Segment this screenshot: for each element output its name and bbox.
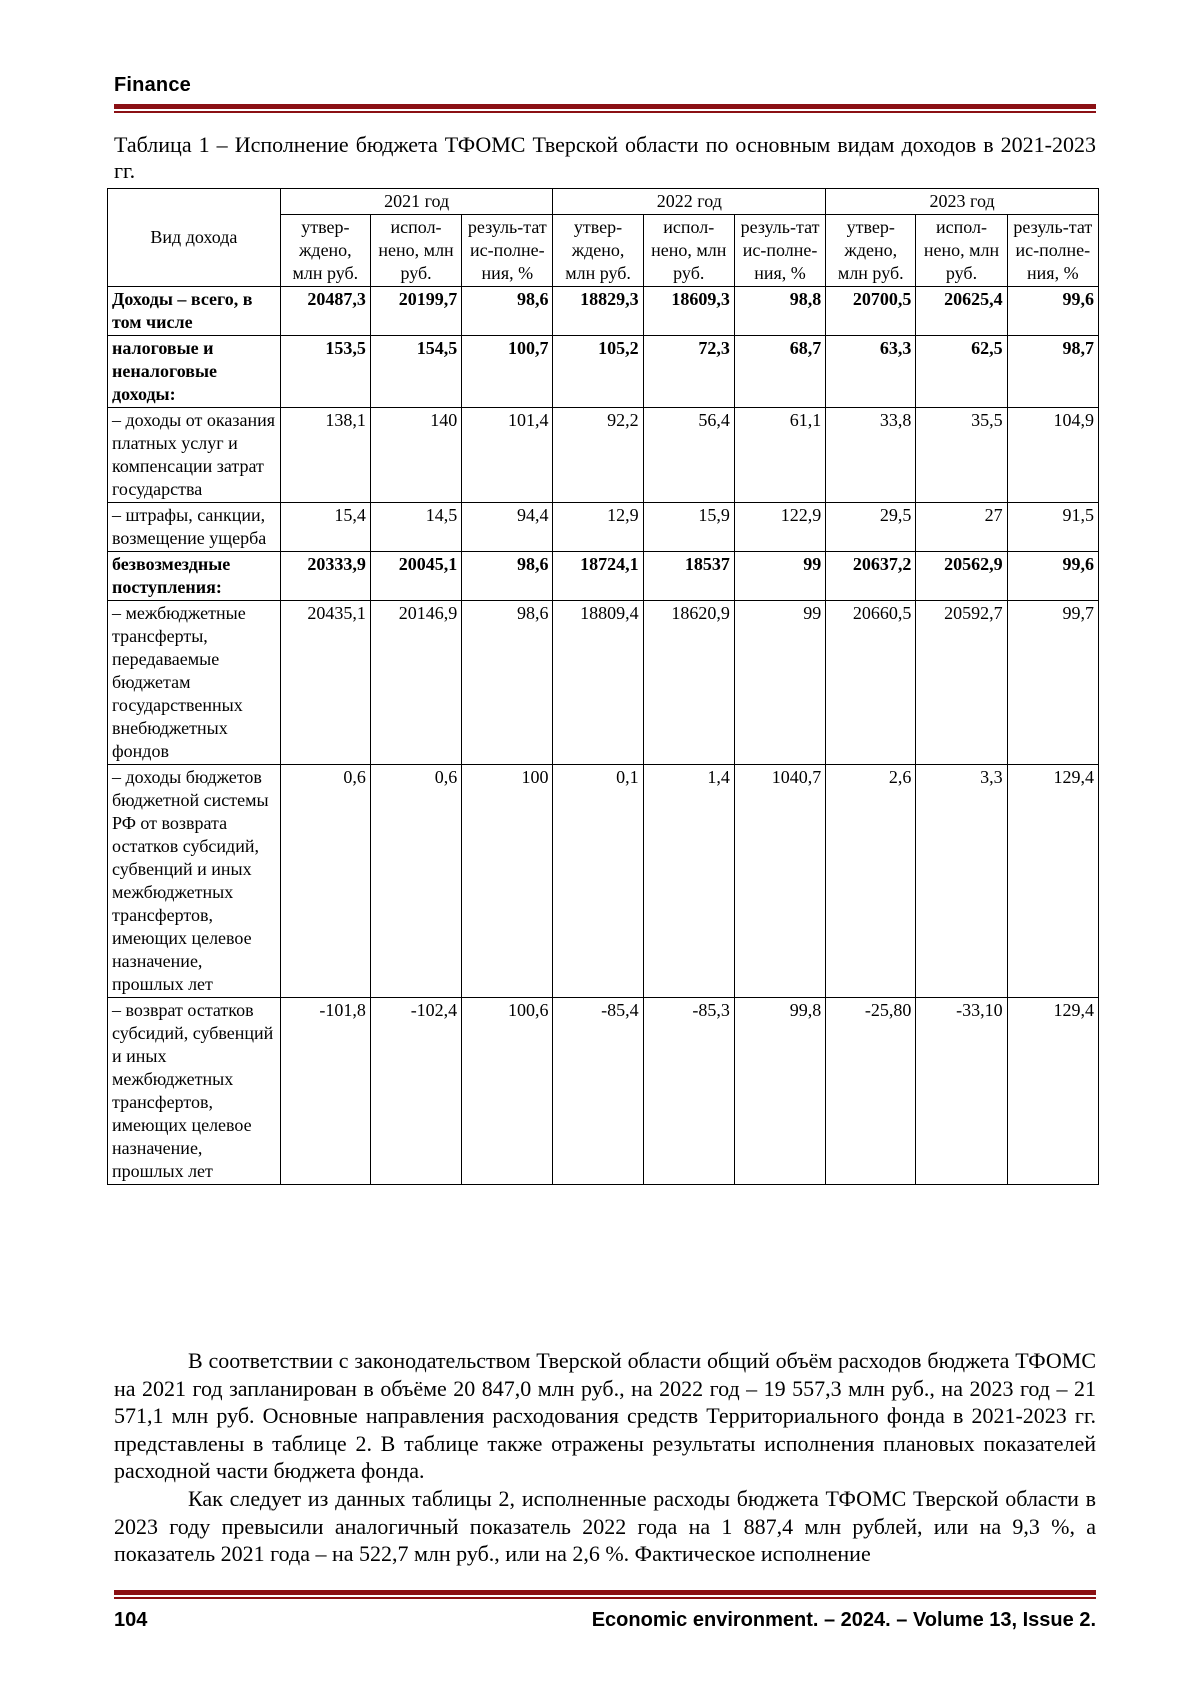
- footer-rule-thick: [114, 1590, 1096, 1595]
- value-cell: -85,3: [643, 998, 734, 1185]
- value-cell: 105,2: [553, 336, 643, 408]
- subheader-result: резуль-тат ис-полне-ния, %: [462, 215, 553, 287]
- value-cell: 99: [734, 601, 825, 765]
- value-cell: 92,2: [553, 408, 643, 503]
- row-label: налоговые и неналоговые доходы:: [108, 336, 281, 408]
- table-row: [108, 503, 1099, 552]
- body-text: [114, 1347, 1096, 1568]
- value-cell: 29,5: [826, 503, 916, 552]
- paragraph: В соответствии с законодательством Тверской области общий объём расходов бюджета ТФОМС на 2021 год запланирован в объёме 20 847,0 млн руб., на 2022 год – 19 557,3 млн руб., на 2023 год – 21 571,1 млн руб. Основные направления расходования средств Территориального фонда в 2021-2023 гг. представлены в таблице 2. В таблице также отражены результаты исполнения плановых показателей расходной части бюджета фонда.: [114, 1348, 1096, 1484]
- value-cell: 72,3: [643, 336, 734, 408]
- value-cell: 100,6: [462, 998, 553, 1185]
- value-cell: 98,8: [734, 287, 825, 336]
- row-label: Доходы – всего, в том числе: [108, 287, 281, 336]
- row-label: безвозмездные поступления:: [108, 552, 281, 601]
- year-header-2023: 2023 год: [826, 189, 1099, 215]
- footer-rule-thin: [114, 1597, 1096, 1599]
- value-cell: 0,6: [370, 765, 461, 998]
- value-cell: 99,6: [1007, 552, 1098, 601]
- header-rule-thick: [114, 104, 1096, 109]
- value-cell: 98,6: [462, 601, 553, 765]
- value-cell: 20660,5: [826, 601, 916, 765]
- value-cell: 154,5: [370, 336, 461, 408]
- header-rule-thin: [114, 111, 1096, 113]
- value-cell: 20435,1: [280, 601, 370, 765]
- value-cell: 94,4: [462, 503, 553, 552]
- value-cell: 100,7: [462, 336, 553, 408]
- year-header-2021: 2021 год: [280, 189, 553, 215]
- value-cell: 56,4: [643, 408, 734, 503]
- subheader-approved: утвер-ждено, млн руб.: [280, 215, 370, 287]
- value-cell: 99,6: [1007, 287, 1098, 336]
- table-body: [108, 287, 1099, 1185]
- table-row: [108, 765, 1099, 998]
- value-cell: 99,8: [734, 998, 825, 1185]
- subheader-approved: утвер-ждено, млн руб.: [826, 215, 916, 287]
- value-cell: -85,4: [553, 998, 643, 1185]
- value-cell: 153,5: [280, 336, 370, 408]
- subheader-approved: утвер-ждено, млн руб.: [553, 215, 643, 287]
- row-label: – штрафы, санкции, возмещение ущерба: [108, 503, 281, 552]
- subheader-executed: испол-нено, млн руб.: [370, 215, 461, 287]
- subheader-result: резуль-тат ис-полне-ния, %: [734, 215, 825, 287]
- value-cell: 14,5: [370, 503, 461, 552]
- value-cell: 18537: [643, 552, 734, 601]
- value-cell: 20700,5: [826, 287, 916, 336]
- table-caption: Таблица 1 – Исполнение бюджета ТФОМС Тверской области по основным видам доходов в 2021-2023 гг.: [114, 132, 1096, 183]
- value-cell: 20487,3: [280, 287, 370, 336]
- value-cell: -102,4: [370, 998, 461, 1185]
- value-cell: 33,8: [826, 408, 916, 503]
- value-cell: 18724,1: [553, 552, 643, 601]
- subheader-executed: испол-нено, млн руб.: [643, 215, 734, 287]
- table-row: [108, 998, 1099, 1185]
- row-label: – межбюджетные трансферты, передаваемые бюджетам государственных внебюджетных фондов: [108, 601, 281, 765]
- value-cell: 98,7: [1007, 336, 1098, 408]
- year-header-row: [108, 189, 1099, 215]
- value-cell: -25,80: [826, 998, 916, 1185]
- value-cell: 20045,1: [370, 552, 461, 601]
- value-cell: 18809,4: [553, 601, 643, 765]
- page-number: 104: [114, 1609, 148, 1631]
- table-row: [108, 287, 1099, 336]
- row-label: – возврат остатков субсидий, субвенций и иных межбюджетных трансфертов, имеющих целевое назначение, прошлых лет: [108, 998, 281, 1185]
- value-cell: 35,5: [916, 408, 1007, 503]
- value-cell: 12,9: [553, 503, 643, 552]
- value-cell: 20562,9: [916, 552, 1007, 601]
- row-label: – доходы бюджетов бюджетной системы РФ от возврата остатков субсидий, субвенций и иных межбюджетных трансфертов, имеющих целевое назначение, прошлых лет: [108, 765, 281, 998]
- value-cell: 138,1: [280, 408, 370, 503]
- value-cell: 3,3: [916, 765, 1007, 998]
- value-cell: 1,4: [643, 765, 734, 998]
- value-cell: 122,9: [734, 503, 825, 552]
- value-cell: 140: [370, 408, 461, 503]
- value-cell: 1040,7: [734, 765, 825, 998]
- table-row: [108, 336, 1099, 408]
- value-cell: 20637,2: [826, 552, 916, 601]
- value-cell: 99,7: [1007, 601, 1098, 765]
- income-type-header: Вид дохода: [108, 189, 281, 287]
- value-cell: 62,5: [916, 336, 1007, 408]
- value-cell: -33,10: [916, 998, 1007, 1185]
- value-cell: 0,6: [280, 765, 370, 998]
- value-cell: 27: [916, 503, 1007, 552]
- value-cell: 18829,3: [553, 287, 643, 336]
- value-cell: 15,9: [643, 503, 734, 552]
- table-row: [108, 552, 1099, 601]
- value-cell: 2,6: [826, 765, 916, 998]
- value-cell: 20625,4: [916, 287, 1007, 336]
- table-row: [108, 601, 1099, 765]
- value-cell: 99: [734, 552, 825, 601]
- value-cell: 18620,9: [643, 601, 734, 765]
- value-cell: 0,1: [553, 765, 643, 998]
- value-cell: 100: [462, 765, 553, 998]
- value-cell: 101,4: [462, 408, 553, 503]
- value-cell: 20592,7: [916, 601, 1007, 765]
- journal-citation: Economic environment. – 2024. – Volume 13, Issue 2.: [591, 1609, 1096, 1631]
- value-cell: -101,8: [280, 998, 370, 1185]
- paragraph: Как следует из данных таблицы 2, исполненные расходы бюджета ТФОМС Тверской области в 2023 году превысили аналогичный показатель 2022 года на 1 887,4 млн рублей, или на 9,3 %, а показатель 2021 года – на 522,7 млн руб., или на 2,6 %. Фактическое исполнение: [114, 1485, 1096, 1567]
- value-cell: 91,5: [1007, 503, 1098, 552]
- value-cell: 104,9: [1007, 408, 1098, 503]
- value-cell: 63,3: [826, 336, 916, 408]
- budget-income-table: [107, 188, 1099, 1185]
- value-cell: 15,4: [280, 503, 370, 552]
- value-cell: 129,4: [1007, 998, 1098, 1185]
- value-cell: 20146,9: [370, 601, 461, 765]
- value-cell: 98,6: [462, 552, 553, 601]
- subheader-executed: испол-нено, млн руб.: [916, 215, 1007, 287]
- table-row: [108, 408, 1099, 503]
- subheader-result: резуль-тат ис-полне-ния, %: [1007, 215, 1098, 287]
- value-cell: 20199,7: [370, 287, 461, 336]
- row-label: – доходы от оказания платных услуг и компенсации затрат государства: [108, 408, 281, 503]
- year-header-2022: 2022 год: [553, 189, 826, 215]
- section-title: Finance: [114, 74, 191, 96]
- value-cell: 98,6: [462, 287, 553, 336]
- value-cell: 18609,3: [643, 287, 734, 336]
- value-cell: 20333,9: [280, 552, 370, 601]
- value-cell: 61,1: [734, 408, 825, 503]
- value-cell: 129,4: [1007, 765, 1098, 998]
- value-cell: 68,7: [734, 336, 825, 408]
